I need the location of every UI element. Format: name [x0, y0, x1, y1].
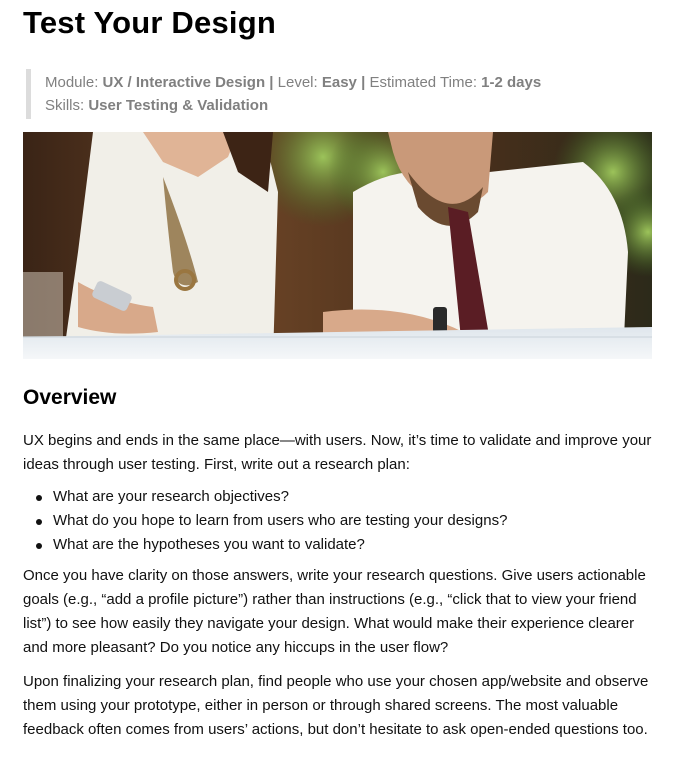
bullet-icon: [36, 519, 42, 525]
research-plan-list: [23, 485, 652, 557]
module-label: Module:: [45, 74, 103, 91]
project-meta-block: [26, 69, 652, 119]
research-questions-paragraph: Once you have clarity on those answers, write your research questions. Give users actionable goals (e.g., “add a profile picture”) rather than instructions (e.g., “click that to view your friend list”) to see how easily they navigate your design. What would make their experience clearer and more pleasant? Do you notice any hiccups in the user flow?: [23, 567, 646, 656]
list-item: What are the hypotheses you want to validate?: [53, 533, 652, 557]
list-item: What do you hope to learn from users who are testing your designs?: [53, 509, 652, 533]
meta-separator: |: [265, 74, 278, 91]
bullet-icon: [36, 495, 42, 501]
hero-photo: [23, 132, 652, 359]
level-label: Level:: [277, 74, 322, 91]
section-heading-overview: Overview: [23, 386, 117, 409]
meta-separator: |: [356, 74, 370, 91]
meta-line-2: [45, 94, 652, 117]
overview-intro-paragraph: UX begins and ends in the same place—with users. Now, it’s time to validate and improve your ideas through user testing. First, write out a research plan:: [23, 432, 652, 473]
time-label: Estimated Time:: [369, 74, 482, 91]
level-value: Easy: [321, 74, 357, 91]
time-value: 1-2 days: [481, 74, 542, 91]
list-item: What are your research objectives?: [53, 485, 652, 509]
bullet-icon: [36, 543, 42, 549]
meta-line-1: [45, 71, 652, 94]
skills-label: Skills:: [45, 97, 89, 114]
module-value: UX / Interactive Design: [102, 74, 266, 91]
user-testing-paragraph: Upon finalizing your research plan, find people who use your chosen app/website and observe them using your prototype, either in person or through shared screens. The most valuable feedback often comes from users’ actions, but don’t hesitate to ask open-ended questions too.: [23, 673, 649, 738]
page-title: Test Your Design: [23, 5, 276, 40]
skills-value: User Testing & Validation: [88, 97, 269, 114]
